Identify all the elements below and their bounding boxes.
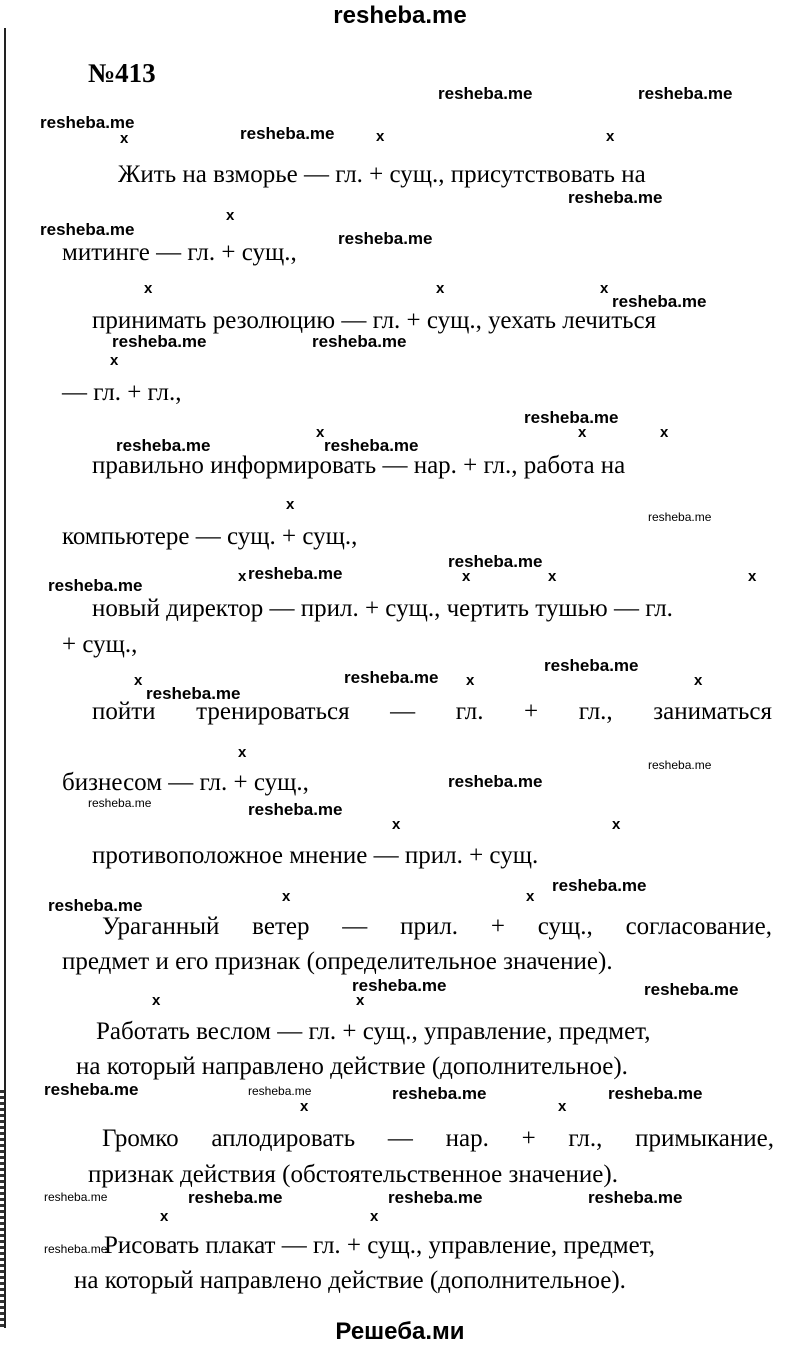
watermark: resheba.me (438, 84, 533, 103)
x-mark: x (300, 1098, 309, 1115)
x-mark: x (466, 672, 475, 689)
scan-edge-line (4, 28, 6, 1328)
x-mark: x (462, 568, 471, 585)
task-number: №413 (88, 58, 156, 88)
watermark: resheba.me (648, 758, 712, 772)
x-mark: x (392, 816, 401, 833)
x-mark: x (120, 130, 129, 147)
watermark: resheba.me (648, 510, 712, 524)
text-line-3: принимать резолюцию — гл. + сущ., уехать лечиться (92, 307, 657, 334)
text-line-5: правильно информировать — нар. + гл., работа на (92, 452, 626, 479)
site-footer: Решеба.ми (335, 1318, 465, 1345)
watermark: resheba.me (568, 188, 663, 207)
x-mark: x (110, 352, 119, 369)
text-line-1: Жить на взморье — гл. + сущ., присутствовать на (118, 161, 646, 188)
x-mark: x (134, 672, 143, 689)
watermark: resheba.me (44, 1080, 139, 1099)
x-mark: x (612, 816, 621, 833)
watermark: resheba.me (248, 1084, 312, 1098)
watermark: resheba.me (116, 436, 211, 455)
watermark: resheba.me (644, 980, 739, 999)
text-line-12: Ураганный ветер — прил. + сущ., согласование, (102, 913, 772, 940)
text-line-14: Работать веслом — гл. + сущ., управление, предмет, (96, 1018, 651, 1045)
watermark: resheba.me (552, 876, 647, 895)
text-line-2: митинге — гл. + сущ., (62, 239, 297, 266)
watermark: resheba.me (588, 1188, 683, 1207)
watermark: resheba.me (188, 1188, 283, 1207)
x-mark: x (436, 280, 445, 297)
watermark: resheba.me (544, 656, 639, 675)
x-mark: x (606, 128, 615, 145)
watermark: resheba.me (324, 436, 419, 455)
text-line-8: + сущ., (62, 631, 138, 658)
x-mark: x (286, 496, 295, 513)
watermark: resheba.me (448, 772, 543, 791)
x-mark: x (558, 1098, 567, 1115)
watermark: resheba.me (344, 668, 439, 687)
watermark: resheba.me (638, 84, 733, 103)
x-mark: x (160, 1208, 169, 1225)
x-mark: x (694, 672, 703, 689)
x-mark: x (526, 888, 535, 905)
watermark: resheba.me (388, 1188, 483, 1207)
text-line-16: Громко аплодировать — нар. + гл., примыкание, (102, 1125, 774, 1152)
x-mark: x (600, 280, 609, 297)
text-line-6: компьютере — сущ. + сущ., (62, 523, 358, 550)
text-line-18: Рисовать плакат — гл. + сущ., управление, предмет, (104, 1232, 656, 1259)
watermark: resheba.me (612, 292, 707, 311)
x-mark: x (282, 888, 291, 905)
watermark: resheba.me (524, 408, 619, 427)
text-line-19: на который направлено действие (дополнительное). (74, 1267, 626, 1294)
watermark: resheba.me (44, 1242, 108, 1256)
text-line-10: бизнесом — гл. + сущ., (62, 769, 309, 796)
text-line-7: новый директор — прил. + сущ., чертить тушью — гл. (92, 595, 673, 622)
x-mark: x (370, 1208, 379, 1225)
x-mark: x (316, 424, 325, 441)
x-mark: x (356, 992, 365, 1009)
x-mark: x (660, 424, 669, 441)
scan-edge-noise (0, 1090, 4, 1330)
watermark: resheba.me (48, 576, 143, 595)
watermark: resheba.me (48, 896, 143, 915)
text-line-4: — гл. + гл., (62, 379, 182, 406)
x-mark: x (226, 207, 235, 224)
x-mark: x (144, 280, 153, 297)
x-mark: x (238, 744, 247, 761)
watermark: resheba.me (240, 124, 335, 143)
watermark: resheba.me (248, 800, 343, 819)
text-line-15: на который направлено действие (дополнительное). (76, 1053, 628, 1080)
watermark: resheba.me (40, 113, 135, 132)
watermark: resheba.me (448, 552, 543, 571)
x-mark: x (578, 424, 587, 441)
x-mark: x (152, 992, 161, 1009)
text-line-9: пойти тренироваться — гл. + гл., заниматься (92, 698, 772, 725)
watermark: resheba.me (248, 564, 343, 583)
x-mark: x (748, 568, 757, 585)
watermark: resheba.me (338, 229, 433, 248)
watermark: resheba.me (392, 1084, 487, 1103)
watermark: resheba.me (40, 220, 135, 239)
watermark: resheba.me (312, 332, 407, 351)
watermark: resheba.me (146, 684, 241, 703)
x-mark: x (238, 568, 247, 585)
watermark: resheba.me (44, 1190, 108, 1204)
text-line-13: предмет и его признак (определительное значение). (62, 948, 613, 975)
x-mark: x (548, 568, 557, 585)
x-mark: x (376, 128, 385, 145)
watermark: resheba.me (352, 976, 447, 995)
text-line-17: признак действия (обстоятельственное значение). (88, 1161, 618, 1188)
site-header: resheba.me (333, 2, 467, 29)
watermark: resheba.me (88, 796, 152, 810)
watermark: resheba.me (112, 332, 207, 351)
watermark: resheba.me (608, 1084, 703, 1103)
text-line-11: противоположное мнение — прил. + сущ. (92, 842, 539, 869)
